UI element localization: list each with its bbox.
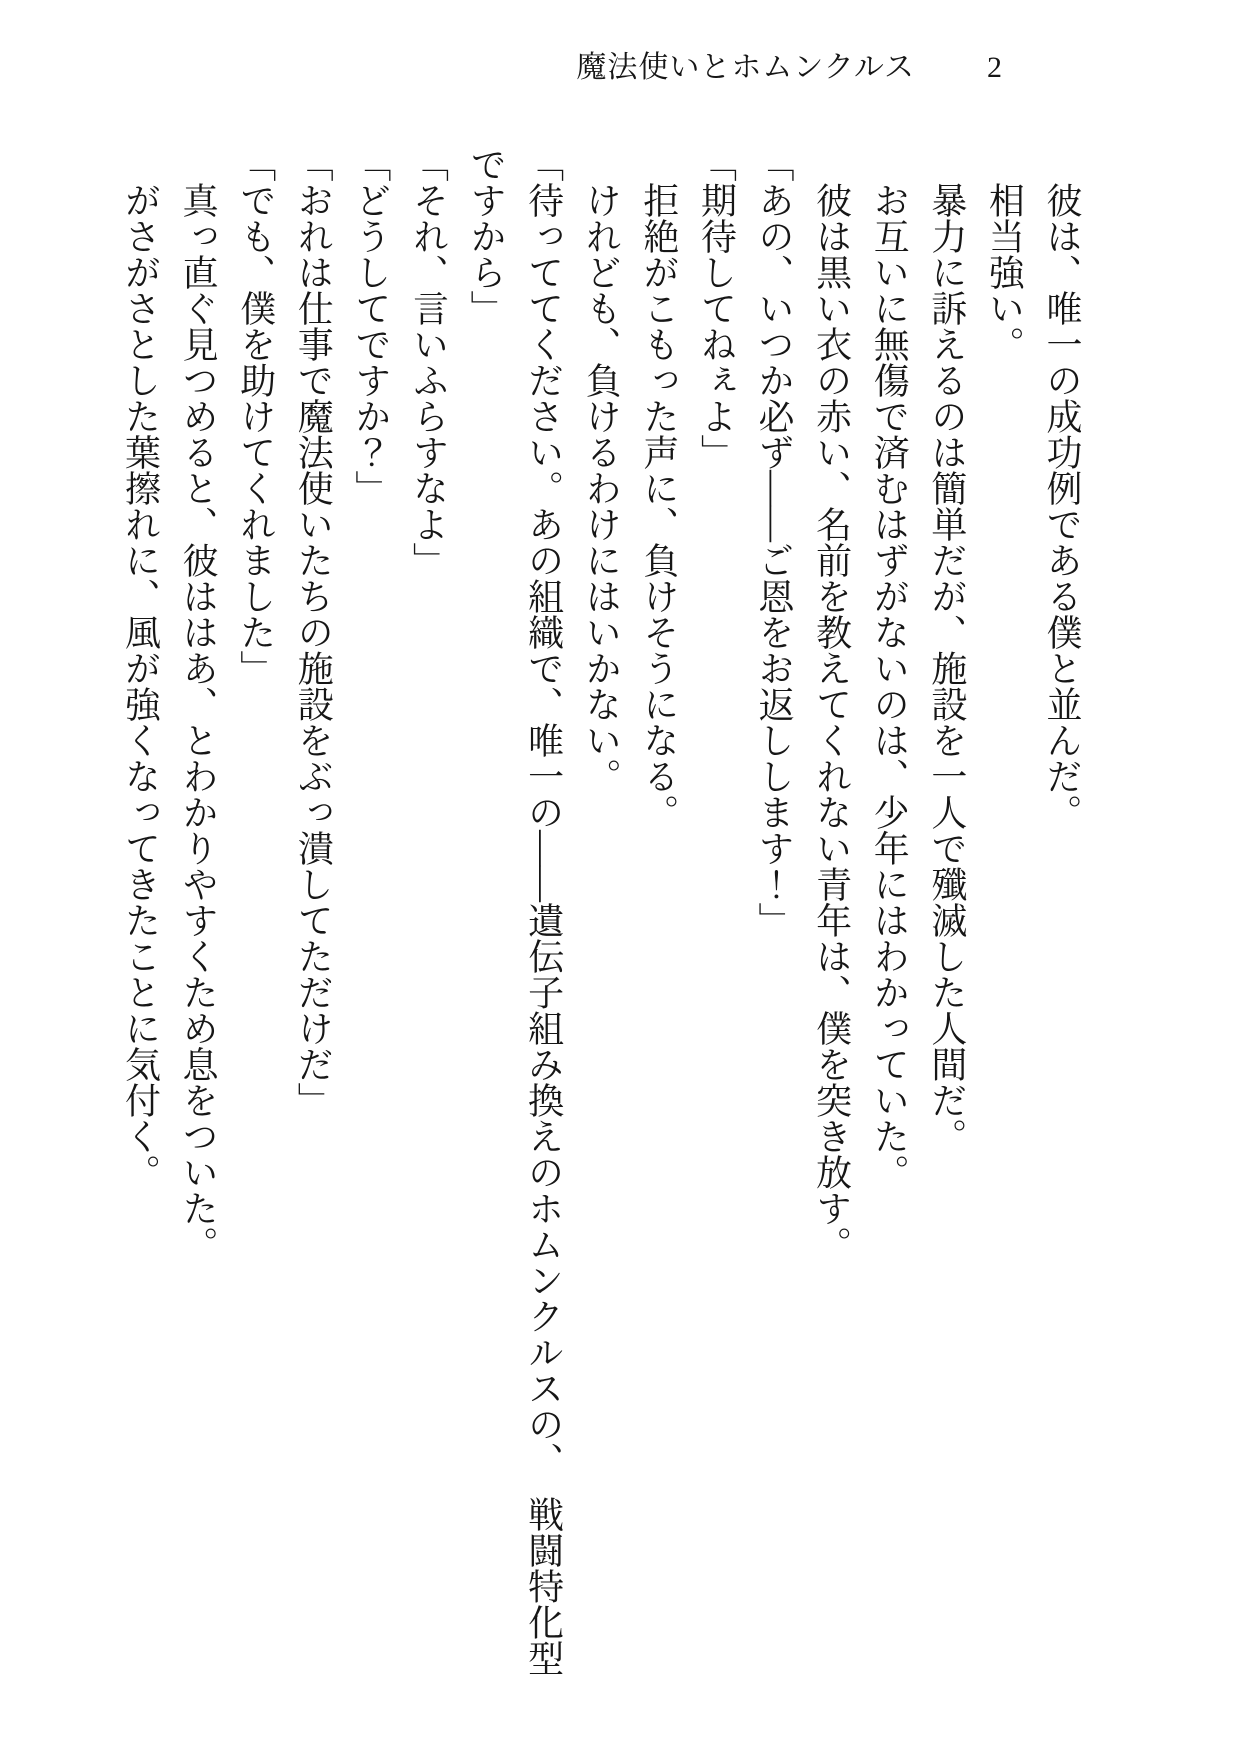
- text-line: 彼は、唯一の成功例である僕と並んだ。: [1042, 182, 1082, 830]
- text-line: ですから」: [466, 146, 507, 326]
- page-number: 2: [987, 51, 1002, 84]
- text-line: 「どうしてですか？」: [350, 146, 391, 506]
- text-line: お互いに無傷で済むはずがないのは、少年にはわかっていた。: [869, 182, 910, 1190]
- vertical-text-block: [111, 146, 1090, 1746]
- page-header: [0, 42, 1002, 86]
- document-title: 魔法使いとホムンクルス: [576, 51, 915, 84]
- text-line: 拒絶がこもった声に、負けそうになる。: [638, 182, 679, 830]
- text-line: 「期待してねぇよ」: [696, 146, 737, 470]
- text-line: 暴力に訴えるのは簡単だが、施設を一人で殲滅した人間だ。: [926, 182, 967, 1154]
- text-line: 相当強い。: [984, 182, 1025, 362]
- text-line: 「あの、いつか必ず――ご恩をお返しします！」: [754, 146, 795, 938]
- text-line: がさがさとした葉擦れに、風が強くなってきたことに気付く。: [120, 182, 161, 1190]
- text-line: 彼は黒い衣の赤い、名前を教えてくれない青年は、僕を突き放す。: [811, 182, 852, 1262]
- text-line: 「それ、言いふらすなよ」: [408, 146, 449, 578]
- text-line: 「でも、僕を助けてくれました」: [235, 146, 276, 686]
- text-line: 「おれは仕事で魔法使いたちの施設をぶっ潰してただけだ」: [293, 146, 334, 1118]
- text-line: けれども、負けるわけにはいかない。: [581, 182, 622, 794]
- text-line: 真っ直ぐ見つめると、彼ははあ、とわかりやすくため息をついた。: [178, 182, 219, 1262]
- text-line: 「待っててください。あの組織で、唯一の――遺伝子組み換えのホムンクルスの、 戦闘特化型: [523, 146, 564, 1676]
